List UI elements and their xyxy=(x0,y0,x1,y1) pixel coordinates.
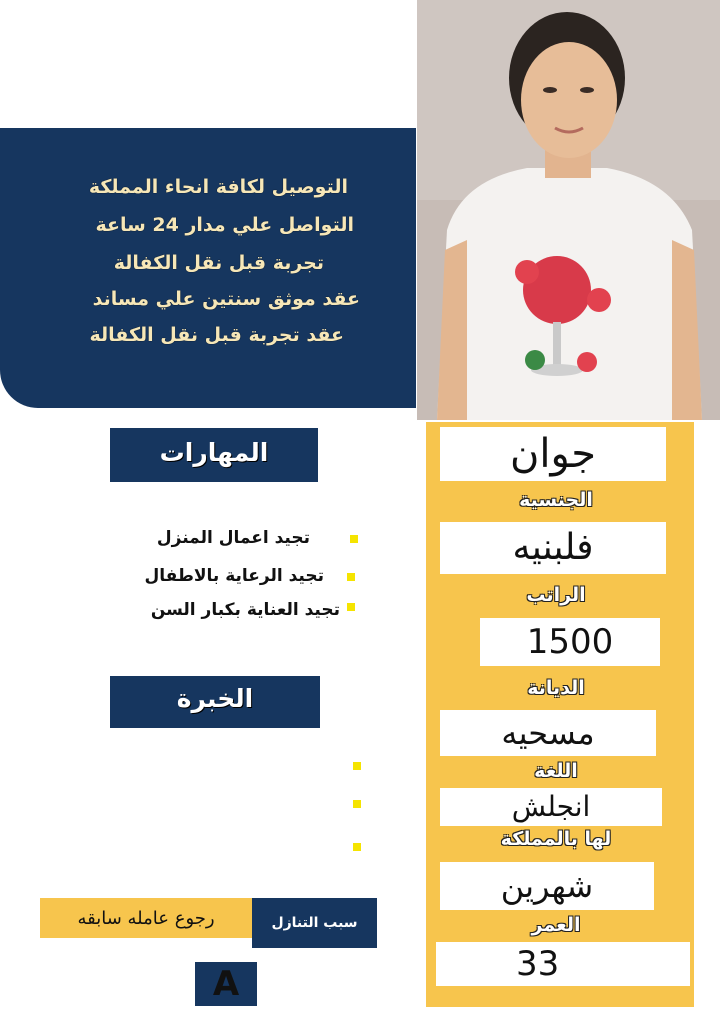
language-value: انجلش xyxy=(440,788,662,826)
religion-value: مسحيه xyxy=(440,710,656,756)
banner-line-support: التواصل علي مدار 24 ساعة xyxy=(95,214,354,236)
skill-bullet xyxy=(350,535,358,543)
skill-bullet xyxy=(347,573,355,581)
language-label: اللغة xyxy=(534,760,578,782)
transfer-reason-label: سبب التنازل xyxy=(252,898,377,948)
experience-bullet xyxy=(353,800,361,808)
services-banner xyxy=(0,128,416,408)
experience-heading: الخبرة xyxy=(110,676,320,728)
banner-line-contract: عقد موثق سنتين علي مساند xyxy=(92,288,360,310)
in-kingdom-value: شهرين xyxy=(440,862,654,910)
skills-heading: المهارات xyxy=(110,428,318,482)
banner-line-trial-contract: عقد تجربة قبل نقل الكفالة xyxy=(89,324,344,346)
experience-bullet xyxy=(353,843,361,851)
skill-item: تجيد الرعاية بالاطفال xyxy=(144,566,324,586)
age-value: 33 xyxy=(436,942,690,986)
profile-panel xyxy=(426,422,694,1007)
religion-label: الديانة xyxy=(527,677,585,699)
experience-bullet xyxy=(353,762,361,770)
age-label: العمر xyxy=(531,914,581,936)
worker-photo xyxy=(417,0,720,420)
name-value: جوان xyxy=(440,427,666,481)
skill-item: تجيد العناية بكبار السن xyxy=(150,600,340,620)
salary-value: 1500 xyxy=(480,618,660,666)
nationality-label: الجنسية xyxy=(519,489,593,511)
salary-label: الراتب xyxy=(526,584,586,606)
skill-item: تجيد اعمال المنزل xyxy=(156,528,310,548)
banner-line-trial: تجربة قبل نقل الكفالة xyxy=(113,252,324,274)
grade-badge: A xyxy=(195,962,257,1006)
in-kingdom-label: لها بالمملكة xyxy=(500,828,612,850)
transfer-reason-value: رجوع عامله سابقه xyxy=(40,898,252,938)
banner-line-delivery: التوصيل لكافة انحاء المملكة xyxy=(88,176,348,198)
nationality-value: فلبنيه xyxy=(440,522,666,574)
skill-bullet xyxy=(347,603,355,611)
